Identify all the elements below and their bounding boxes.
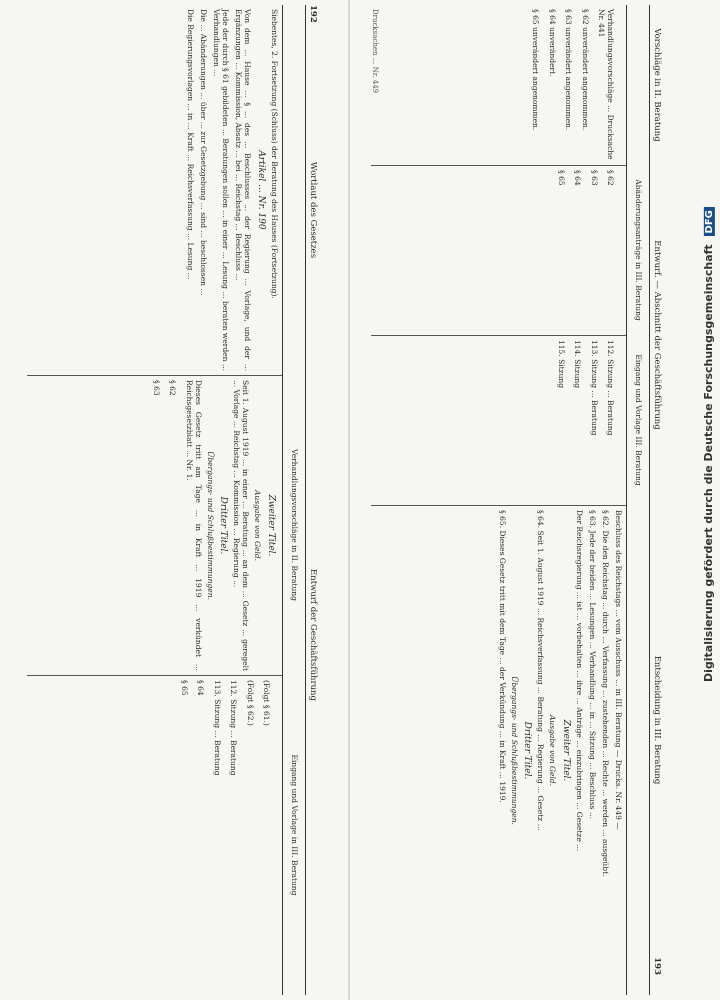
right-page-number: 193 [652,957,663,975]
left-header-col2-title: Entwurf der Geschäftsführung [308,569,319,701]
right-col4-subheading-1: Ausgabe von Geld. [548,715,558,786]
right-col4-para-1: Beschluss des Reichstags ... vom Ausschuss ... in III. Beratung — Drucks. Nr. 449 — [614,510,623,830]
right-col3-entry-2: 113. Sitzung ... Beratung [590,340,599,436]
right-col1-entry-2: § 62 unverändert angenommen. [581,9,590,131]
right-col2-entry-2: § 63 [590,170,599,186]
left-col2-entry-1: § 62 [168,380,178,396]
right-col4-para-4: Der Reichsregierung ... ist ... vorbehalten ... ihre ... Anträge ... einzubringen ... Gesetze ... [575,510,584,852]
left-col3-entry-2: (Folgt § 62.) [246,680,255,726]
left-para-1: Von dem ... Hause ... § ... des ... Beschlusses ... der Regierung ... Vorlage, und der ... Ergänzungen ... Kommission, Absatz ... bei ... Reichstag ... Beschluss ... [234,9,253,371]
left-col2-entry-3: § 64 [196,680,206,696]
right-col4 [371,505,626,995]
digitization-notice-text: Digitalisierung gefördert durch die Deutsche Forschungsgemeinschaft [702,244,715,682]
right-col4-heading-1: Zweiter Titel. [561,719,571,782]
left-header-col2 [308,375,319,895]
right-page-header [649,5,696,995]
left-para-2: Jede der durch § 61 gebildeten ... Beratungen sollen ... in einer ... Lesung ... beraten werden ... Verhandlungen ... [212,9,231,371]
left-col3-entry-4: 113. Sitzung ... Beratung [213,680,222,776]
left-section3-sub: Übergangs- und Schlußbestimmungen. [206,451,215,600]
right-col1-entry-5: § 65 unverändert angenommen. [531,9,541,131]
right-col4-para-5: § 64. Seit 1. August 1919 ... Reichsverfassung ... Beratung ... Regierung ... Gesetz ... [536,510,546,831]
left-right-column [27,675,282,975]
left-subheader-col2b: Eingang und Vorlage in III. Beratung [290,754,300,896]
left-para-4: Die Regierungsvorlagen ... in ... Kraft ... Reichsverfassung ... Lesung ... [186,9,196,280]
left-section3: Dritter Titel. [218,496,229,555]
right-col3-entry-4: 115. Sitzung [557,340,566,389]
left-end-para: Dieses Gesetz tritt am Tage ... in Kraft ... 1919 ... verkündet ... Reichsgesetzblatt ... Nr. 1. [185,380,203,671]
right-footnote: Drucksachen ... Nr. 449 [371,9,380,94]
right-col1-entry-1: Verhandlungsvorschläge ... Drucksache Nr. 441 [597,9,616,160]
left-page-number: 192 [308,5,319,23]
left-subheader-col2a: Verhandlungsvorschläge in II. Beratung [290,449,300,601]
digitization-strip [696,0,720,1000]
right-col4-para-3: § 63. Jede der beiden ... Lesungen ... Verhandlung ... in ... Sitzung ... Beschluss ... [588,510,597,820]
right-col1-entry-3: § 63 unverändert angenommen. [564,9,574,131]
right-col3-entry-1: 112. Sitzung ... Beratung [606,340,616,436]
right-header-col1: Vorschläge in II. Beratung [652,28,663,142]
left-col2-entry-2: § 63 [152,380,161,396]
left-intro: Siebentes, 2. Fortsetzung (Schluss) der Beratung des Hauses (Fortsetzung). [270,9,279,299]
left-subheader [282,5,305,995]
right-col2-entry-3: § 64 [573,170,583,186]
digitization-notice [702,207,715,682]
right-col4-subheading-2: Übergangs- und Schlußbestimmungen. [510,676,519,825]
left-header-col1: Wortlaut des Gesetzes [308,161,319,259]
right-col1-entry-4: § 64 unverändert. [548,9,557,77]
right-subheader [626,5,649,995]
right-subheader-col2b: Eingang und Vorlage III. Beratung [634,354,644,486]
right-col2-entry-1: § 62 [606,170,616,186]
left-col3-entry-1: (Folgt § 61.) [262,680,272,726]
right-col3-entry-3: 114. Sitzung [573,340,583,389]
right-page [366,5,696,995]
right-col4-para-6: § 65. Dieses Gesetz tritt mit dem Tage ... der Verkündung ... in Kraft ... 1919. [498,510,507,803]
left-section1: Artikel ... Nr. 190 [256,150,266,230]
left-section2: Zweiter Titel. [266,494,276,557]
right-col4-heading-2: Dritter Titel. [522,721,533,780]
left-page-header [305,5,352,995]
right-col4-para-2: § 62. Die den Reichstag ... durch ... Verfassung ... zustehenden ... Rechte ... werden ... ausgeübt. [601,510,610,877]
left-mid-para: Seit 1. August 1919 ... in einer ... Beratung ... an dem ... Gesetz ... geregelt ... Vorlage ... Reichstag ... Kommission ... Regierung ... [232,380,251,671]
left-col3-entry-3: 112. Sitzung ... Beratung [229,680,239,776]
left-section2-sub: Ausgabe von Geld. [253,490,263,561]
right-col2-entry-4: § 65 [557,170,566,186]
left-mid-column [27,375,282,675]
left-col2-entry-4: § 65 [180,680,189,696]
dfg-logo: DFG [704,207,715,236]
right-col3 [371,335,626,505]
right-subheader-col2a: Abänderungsanträge in III. Beratung [634,179,644,321]
left-para-3: Die ... Abänderungen ... über ... zur Gesetzgebung ... sind ... beschlossen ... [199,9,209,296]
book-fold [348,0,350,1000]
right-header-col2: Entwurf. — Abschnitt der Geschäftsführung [652,240,663,430]
left-text-column [27,5,282,375]
left-page [22,5,352,995]
right-header-col3: Entscheidung in III. Beratung [652,655,663,785]
right-col2 [371,165,626,335]
right-col1 [371,5,626,165]
